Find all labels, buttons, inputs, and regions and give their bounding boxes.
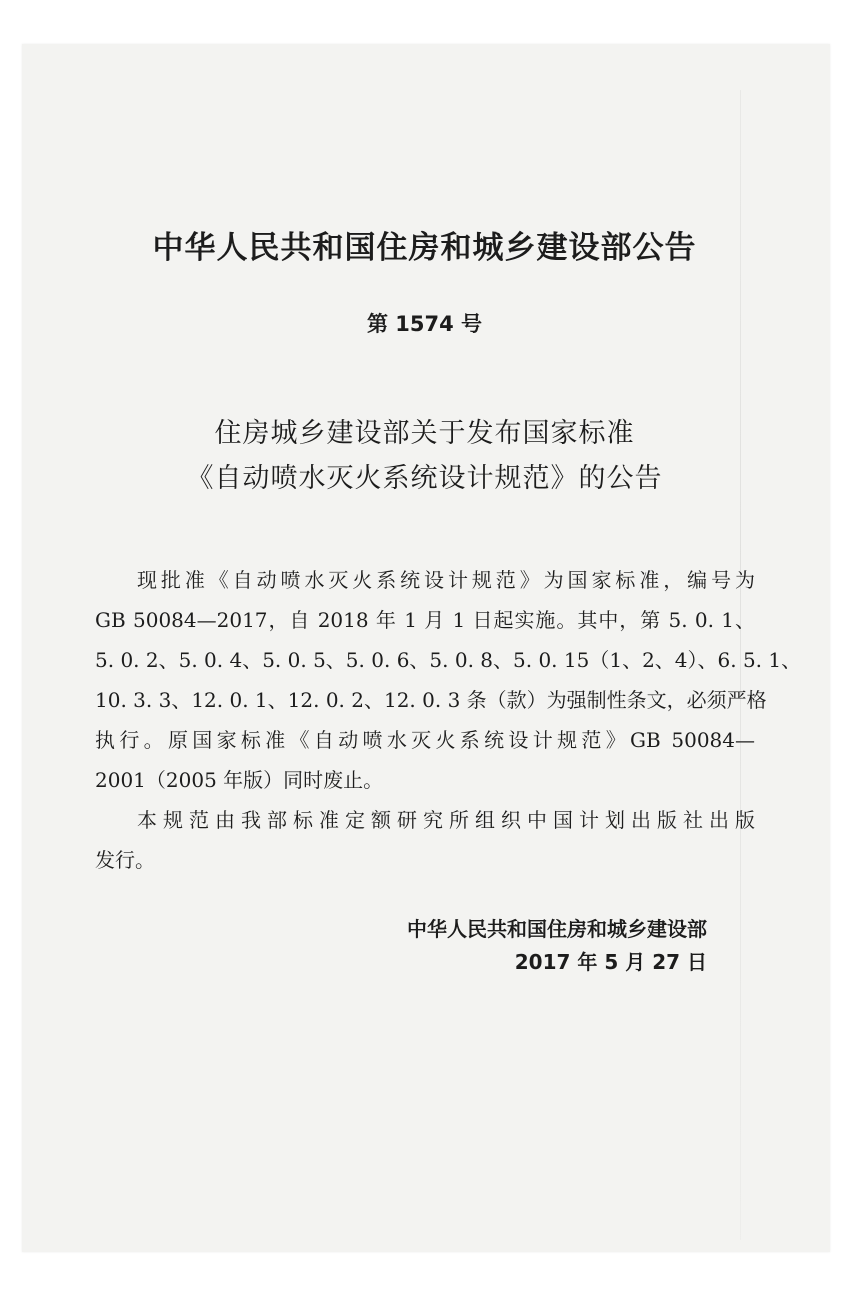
subject-title-line-2: 《自动喷水灭火系统设计规范》的公告 [186, 463, 663, 494]
paragraph-2-line: 发行。 [95, 848, 155, 872]
paragraph-1-line: 10. 3. 3、12. 0. 1、12. 0. 2、12. 0. 3 条（款）为强制性条文，必须严格 [95, 688, 767, 712]
paragraph-1-line: 2001（2005 年版）同时废止。 [95, 768, 384, 792]
signature-date: 2017 年 5 月 27 日 [514, 950, 707, 974]
paragraph-1-line: GB 50084—2017，自 2018 年 1 月 1 日起实施。其中，第 5. 0. 1、 [95, 608, 755, 632]
ministry-title: 中华人民共和国住房和城乡建设部公告 [152, 230, 697, 266]
paragraph-2-line: 本规范由我部标准定额研究所组织中国计划出版社出版 [137, 808, 755, 832]
paragraph-1-line: 现批准《自动喷水灭火系统设计规范》为国家标准，编号为 [137, 568, 755, 592]
announcement-number: 第 1574 号 [366, 312, 483, 336]
paragraph-1-line: 5. 0. 2、5. 0. 4、5. 0. 5、5. 0. 6、5. 0. 8、5. 0. 15（1、2、4）、6. 5. 1、 [95, 648, 802, 672]
subject-title-line-1: 住房城乡建设部关于发布国家标准 [214, 418, 635, 449]
signature-organization: 中华人民共和国住房和城乡建设部 [407, 917, 707, 941]
announcement-body [95, 560, 802, 880]
paragraph-1-line: 执行。原国家标准《自动喷水灭火系统设计规范》GB 50084— [95, 728, 755, 752]
